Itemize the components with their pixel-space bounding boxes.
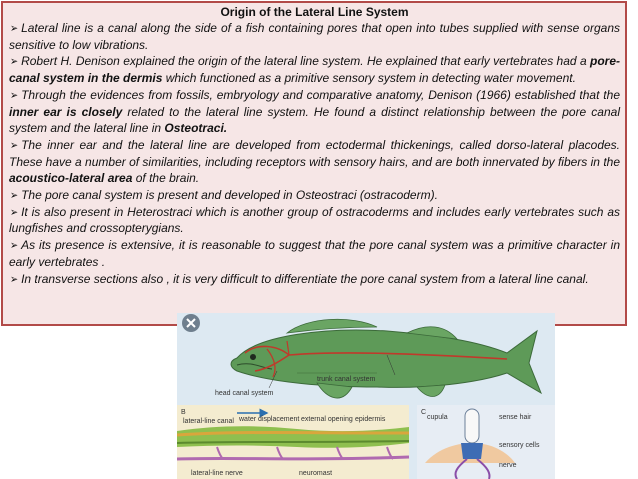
label-lateral-line-canal: lateral-line canal [183, 418, 234, 425]
close-icon [182, 314, 200, 332]
bullet-paragraph [9, 87, 620, 137]
bullet-arrow-icon: ➢ [10, 87, 19, 102]
lateral-line-figure [177, 313, 555, 479]
bullet-paragraph [9, 20, 620, 53]
label-water-displacement: water displacement [239, 416, 300, 423]
paragraph-text: In transverse sections also , it is very difficult to differentiate the pore canal system from a lateral line canal. [21, 271, 589, 286]
emphasis-text: Osteotraci. [164, 121, 228, 136]
bullet-arrow-icon: ➢ [10, 238, 19, 253]
label-neuromast: neuromast [299, 470, 333, 477]
paragraph-text: The pore canal system is present and developed in Osteostraci (ostracoderm). [21, 188, 438, 203]
label-trunk-canal: trunk canal system [317, 376, 376, 383]
bullet-arrow-icon: ➢ [10, 21, 19, 35]
bullet-arrow-icon: ➢ [10, 204, 19, 219]
bullet-arrow-icon: ➢ [10, 137, 19, 152]
fish-illustration [231, 319, 541, 398]
page-title: Origin of the Lateral Line System [220, 5, 409, 19]
paragraph-text: related to the lateral line system. He found a distinct relationship between the pore canal system and the lateral line in [9, 104, 620, 136]
paragraph-text: Lateral line is a canal along the side of a fish containing pores that open into tubes supplied with sense organs sensitive to low vibrations. [9, 21, 620, 52]
label-sensory-cells: sensory cells [499, 442, 540, 449]
paragraph-text: Through the evidences from fossils, embryology and comparative anatomy, Denison (1966) established that the [21, 87, 620, 102]
paragraph-text: which functioned as a primitive sensory system in detecting water movement. [162, 71, 576, 86]
paragraph-text: The inner ear and the lateral line are developed from ectodermal thickenings, called dorso-lateral placodes. These have a number of similarities, including receptors with sensory hairs, and are both innervated by fibers in the [9, 137, 620, 169]
bullet-paragraph [9, 271, 620, 288]
panel-c-letter: C [421, 409, 427, 416]
figure-svg [177, 313, 555, 479]
label-nerve: nerve [499, 462, 517, 469]
label-lateral-line-nerve: lateral-line nerve [191, 470, 243, 477]
emphasis-text: acoustico-lateral area [9, 171, 133, 186]
paragraph-text: Robert H. Denison explained the origin of the lateral line system. He explained that early vertebrates had a [21, 54, 590, 69]
label-sense-hair: sense hair [499, 414, 532, 421]
bullet-paragraph [9, 53, 620, 86]
bullet-paragraph [9, 137, 620, 187]
paragraph-text: of the brain. [132, 171, 200, 186]
paragraph-text: It is also present in Heterostraci which is another group of ostracoderms and includes early vertebrates such as lungfishes and crossopterygians. [9, 204, 620, 236]
bullet-arrow-icon: ➢ [10, 188, 19, 203]
bullet-paragraph [9, 187, 620, 204]
emphasis-text: inner ear is closely [9, 104, 123, 119]
text-panel [1, 1, 627, 326]
bullet-list [9, 20, 620, 287]
label-epidermis: epidermis [355, 416, 386, 423]
bullet-arrow-icon: ➢ [10, 54, 19, 69]
emphasis-text: pore-canal system in the dermis [9, 54, 620, 86]
label-head-canal: head canal system [215, 390, 274, 397]
label-cupula: cupula [427, 414, 448, 421]
panel-b-letter: B [181, 409, 186, 416]
bullet-paragraph [9, 237, 620, 270]
paragraph-text: As its presence is extensive, it is reasonable to suggest that the pore canal system was a primitive character in early vertebrates . [9, 238, 620, 269]
bullet-arrow-icon: ➢ [10, 271, 19, 286]
bullet-paragraph [9, 204, 620, 237]
label-external-opening: external opening [301, 416, 353, 423]
